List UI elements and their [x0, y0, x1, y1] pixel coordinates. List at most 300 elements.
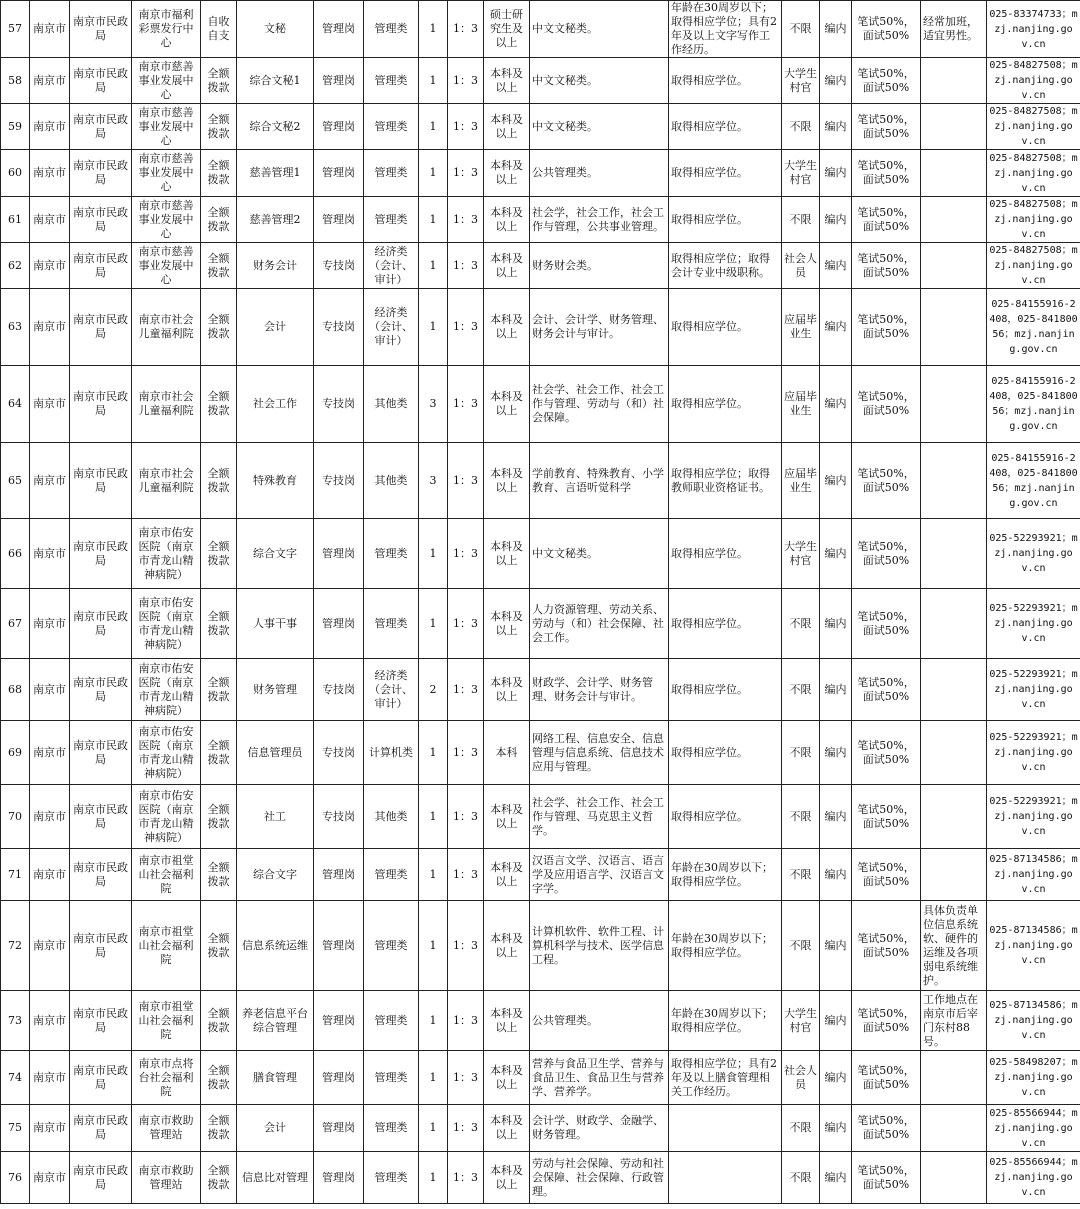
- post-name-cell: 慈善管理1: [237, 150, 314, 197]
- department-cell: 南京市民政局: [70, 1152, 132, 1204]
- other-requirements-cell: 取得相应学位。: [669, 150, 782, 197]
- target-group-cell: 社会人员: [782, 243, 820, 289]
- post-type-cell: 管理类: [364, 589, 419, 659]
- post-name-cell: 财务会计: [237, 243, 314, 289]
- major-cell: 劳动与社会保障、劳动和社会保障、社会保障、行政管理。: [530, 1152, 669, 1204]
- post-name-cell: 信息管理员: [237, 721, 314, 785]
- headcount-cell: 2: [419, 659, 448, 721]
- education-cell: 本科及以上: [484, 785, 530, 849]
- exam-ratio-cell: 1：3: [448, 443, 484, 519]
- funding-type-cell: 全额拨款: [201, 1152, 237, 1204]
- headcount-cell: 1: [419, 589, 448, 659]
- table-row: [1, 1152, 1080, 1204]
- major-cell: 计算机软件、软件工程、计算机科学与技术、医学信息工程。: [530, 901, 669, 991]
- exam-ratio-cell: 1：3: [448, 901, 484, 991]
- exam-weight-cell: 笔试50%，面试50%: [852, 1051, 921, 1105]
- exam-weight-cell: 笔试50%，面试50%: [852, 197, 921, 243]
- exam-ratio-cell: 1：3: [448, 991, 484, 1051]
- staffing-cell: 编内: [820, 901, 852, 991]
- exam-weight-cell: 笔试50%，面试50%: [852, 1105, 921, 1152]
- row-number: 75: [1, 1105, 30, 1152]
- funding-type-cell: 全额拨款: [201, 366, 237, 443]
- education-cell: 本科及以上: [484, 243, 530, 289]
- unit-cell: 南京市点将台社会福利院: [132, 1051, 201, 1105]
- unit-cell: 南京市慈善事业发展中心: [132, 58, 201, 104]
- post-type-cell: 管理类: [364, 197, 419, 243]
- major-cell: 中文文秘类。: [530, 519, 669, 589]
- exam-ratio-cell: 1：3: [448, 1051, 484, 1105]
- remarks-cell: 经常加班，适宜男性。: [921, 1, 987, 58]
- headcount-cell: 1: [419, 901, 448, 991]
- contact-cell: 025-84155916-2408，025-84180056；mzj.nanjing.gov.cn: [987, 443, 1080, 519]
- row-number: 62: [1, 243, 30, 289]
- department-cell: 南京市民政局: [70, 366, 132, 443]
- remarks-cell: [921, 1105, 987, 1152]
- city-cell: 南京市: [30, 589, 70, 659]
- staffing-cell: 编内: [820, 659, 852, 721]
- exam-weight-cell: 笔试50%，面试50%: [852, 58, 921, 104]
- post-category-cell: 管理岗: [314, 1152, 364, 1204]
- post-name-cell: 人事干事: [237, 589, 314, 659]
- remarks-cell: [921, 58, 987, 104]
- table-row: [1, 197, 1080, 243]
- major-cell: 公共管理类。: [530, 991, 669, 1051]
- funding-type-cell: 全额拨款: [201, 901, 237, 991]
- target-group-cell: 大学生村官: [782, 58, 820, 104]
- contact-cell: 025-83374733；mzj.nanjing.gov.cn: [987, 1, 1080, 58]
- post-name-cell: 综合文字: [237, 849, 314, 901]
- remarks-cell: [921, 1152, 987, 1204]
- row-number: 66: [1, 519, 30, 589]
- city-cell: 南京市: [30, 901, 70, 991]
- unit-cell: 南京市社会儿童福利院: [132, 443, 201, 519]
- remarks-cell: [921, 849, 987, 901]
- department-cell: 南京市民政局: [70, 519, 132, 589]
- major-cell: 会计、会计学、财务管理、财务会计与审计。: [530, 289, 669, 366]
- department-cell: 南京市民政局: [70, 243, 132, 289]
- row-number: 63: [1, 289, 30, 366]
- major-cell: 社会学，社会工作，社会工作与管理，公共事业管理。: [530, 197, 669, 243]
- remarks-cell: [921, 366, 987, 443]
- unit-cell: 南京市福利彩票发行中心: [132, 1, 201, 58]
- target-group-cell: 社会人员: [782, 1051, 820, 1105]
- row-number: 73: [1, 991, 30, 1051]
- post-category-cell: 专技岗: [314, 443, 364, 519]
- education-cell: 本科及以上: [484, 1152, 530, 1204]
- other-requirements-cell: [669, 1105, 782, 1152]
- department-cell: 南京市民政局: [70, 785, 132, 849]
- remarks-cell: [921, 104, 987, 150]
- row-number: 72: [1, 901, 30, 991]
- target-group-cell: 不限: [782, 785, 820, 849]
- headcount-cell: 1: [419, 150, 448, 197]
- post-category-cell: 管理岗: [314, 849, 364, 901]
- funding-type-cell: 全额拨款: [201, 243, 237, 289]
- table-row: [1, 659, 1080, 721]
- post-type-cell: 管理类: [364, 849, 419, 901]
- post-category-cell: 专技岗: [314, 721, 364, 785]
- post-category-cell: 专技岗: [314, 785, 364, 849]
- headcount-cell: 1: [419, 519, 448, 589]
- department-cell: 南京市民政局: [70, 197, 132, 243]
- unit-cell: 南京市救助管理站: [132, 1152, 201, 1204]
- row-number: 76: [1, 1152, 30, 1204]
- post-category-cell: 专技岗: [314, 366, 364, 443]
- funding-type-cell: 全额拨款: [201, 589, 237, 659]
- education-cell: 本科及以上: [484, 104, 530, 150]
- department-cell: 南京市民政局: [70, 1105, 132, 1152]
- other-requirements-cell: 取得相应学位；取得会计专业中级职称。: [669, 243, 782, 289]
- staffing-cell: 编内: [820, 58, 852, 104]
- post-category-cell: 专技岗: [314, 659, 364, 721]
- table-row: [1, 1105, 1080, 1152]
- education-cell: 本科及以上: [484, 58, 530, 104]
- funding-type-cell: 全额拨款: [201, 1105, 237, 1152]
- contact-cell: 025-52293921；mzj.nanjing.gov.cn: [987, 721, 1080, 785]
- post-type-cell: 管理类: [364, 58, 419, 104]
- headcount-cell: 1: [419, 785, 448, 849]
- education-cell: 本科及以上: [484, 659, 530, 721]
- staffing-cell: 编内: [820, 243, 852, 289]
- remarks-cell: [921, 197, 987, 243]
- post-name-cell: 会计: [237, 1105, 314, 1152]
- post-name-cell: 财务管理: [237, 659, 314, 721]
- post-type-cell: 其他类: [364, 443, 419, 519]
- education-cell: 本科: [484, 721, 530, 785]
- major-cell: 人力资源管理、劳动关系、劳动与（和）社会保障、社会工作。: [530, 589, 669, 659]
- remarks-cell: 具体负责单位信息系统软、硬件的运维及各项弱电系统维护。: [921, 901, 987, 991]
- headcount-cell: 1: [419, 1051, 448, 1105]
- exam-weight-cell: 笔试50%，面试50%: [852, 289, 921, 366]
- headcount-cell: 1: [419, 721, 448, 785]
- city-cell: 南京市: [30, 1152, 70, 1204]
- education-cell: 本科及以上: [484, 991, 530, 1051]
- major-cell: 网络工程、信息安全、信息管理与信息系统、信息技术应用与管理。: [530, 721, 669, 785]
- staffing-cell: 编内: [820, 785, 852, 849]
- post-type-cell: 管理类: [364, 991, 419, 1051]
- post-category-cell: 管理岗: [314, 104, 364, 150]
- row-number: 69: [1, 721, 30, 785]
- education-cell: 本科及以上: [484, 197, 530, 243]
- department-cell: 南京市民政局: [70, 849, 132, 901]
- education-cell: 本科及以上: [484, 849, 530, 901]
- target-group-cell: 不限: [782, 1152, 820, 1204]
- contact-cell: 025-84155916-2408，025-84180056；mzj.nanjing.gov.cn: [987, 289, 1080, 366]
- major-cell: 财务财会类。: [530, 243, 669, 289]
- staffing-cell: 编内: [820, 849, 852, 901]
- unit-cell: 南京市救助管理站: [132, 1105, 201, 1152]
- headcount-cell: 1: [419, 289, 448, 366]
- target-group-cell: 不限: [782, 659, 820, 721]
- post-type-cell: 其他类: [364, 785, 419, 849]
- exam-weight-cell: 笔试50%，面试50%: [852, 991, 921, 1051]
- post-name-cell: 养老信息平台综合管理: [237, 991, 314, 1051]
- post-category-cell: 管理岗: [314, 589, 364, 659]
- city-cell: 南京市: [30, 197, 70, 243]
- headcount-cell: 1: [419, 104, 448, 150]
- staffing-cell: 编内: [820, 1152, 852, 1204]
- staffing-cell: 编内: [820, 1051, 852, 1105]
- exam-ratio-cell: 1：3: [448, 243, 484, 289]
- major-cell: 社会学、社会工作、社会工作与管理、劳动与（和）社会保障。: [530, 366, 669, 443]
- table-row: [1, 589, 1080, 659]
- contact-cell: 025-87134586；mzj.nanjing.gov.cn: [987, 849, 1080, 901]
- exam-ratio-cell: 1：3: [448, 589, 484, 659]
- major-cell: 社会学、社会工作、社会工作与管理、马克思主义哲学。: [530, 785, 669, 849]
- post-type-cell: 其他类: [364, 366, 419, 443]
- remarks-cell: 工作地点在南京市后宰门东村88号。: [921, 991, 987, 1051]
- contact-cell: 025-84827508；mzj.nanjing.gov.cn: [987, 243, 1080, 289]
- department-cell: 南京市民政局: [70, 991, 132, 1051]
- unit-cell: 南京市慈善事业发展中心: [132, 104, 201, 150]
- table-row: [1, 785, 1080, 849]
- exam-ratio-cell: 1：3: [448, 104, 484, 150]
- exam-ratio-cell: 1：3: [448, 289, 484, 366]
- education-cell: 本科及以上: [484, 366, 530, 443]
- staffing-cell: 编内: [820, 443, 852, 519]
- contact-cell: 025-87134586；mzj.nanjing.gov.cn: [987, 991, 1080, 1051]
- contact-cell: 025-85566944；mzj.nanjing.gov.cn: [987, 1152, 1080, 1204]
- city-cell: 南京市: [30, 785, 70, 849]
- unit-cell: 南京市慈善事业发展中心: [132, 197, 201, 243]
- exam-ratio-cell: 1：3: [448, 1, 484, 58]
- post-name-cell: 特殊教育: [237, 443, 314, 519]
- contact-cell: 025-84827508；mzj.nanjing.gov.cn: [987, 104, 1080, 150]
- department-cell: 南京市民政局: [70, 58, 132, 104]
- row-number: 58: [1, 58, 30, 104]
- funding-type-cell: 全额拨款: [201, 991, 237, 1051]
- target-group-cell: 不限: [782, 901, 820, 991]
- table-row: [1, 519, 1080, 589]
- contact-cell: 025-87134586；mzj.nanjing.gov.cn: [987, 901, 1080, 991]
- exam-weight-cell: 笔试50%，面试50%: [852, 150, 921, 197]
- target-group-cell: 不限: [782, 197, 820, 243]
- row-number: 71: [1, 849, 30, 901]
- other-requirements-cell: 年龄在30周岁以下；取得相应学位。: [669, 849, 782, 901]
- post-name-cell: 社会工作: [237, 366, 314, 443]
- headcount-cell: 1: [419, 1105, 448, 1152]
- table-row: [1, 991, 1080, 1051]
- post-category-cell: 管理岗: [314, 519, 364, 589]
- row-number: 65: [1, 443, 30, 519]
- other-requirements-cell: 取得相应学位。: [669, 104, 782, 150]
- target-group-cell: 不限: [782, 1, 820, 58]
- funding-type-cell: 全额拨款: [201, 104, 237, 150]
- remarks-cell: [921, 721, 987, 785]
- major-cell: 中文文秘类。: [530, 1, 669, 58]
- post-name-cell: 社工: [237, 785, 314, 849]
- contact-cell: 025-52293921；mzj.nanjing.gov.cn: [987, 659, 1080, 721]
- staffing-cell: 编内: [820, 104, 852, 150]
- post-category-cell: 管理岗: [314, 58, 364, 104]
- major-cell: 公共管理类。: [530, 150, 669, 197]
- other-requirements-cell: 年龄在30周岁以下；取得相应学位。: [669, 901, 782, 991]
- row-number: 59: [1, 104, 30, 150]
- table-row: [1, 366, 1080, 443]
- target-group-cell: 大学生村官: [782, 991, 820, 1051]
- remarks-cell: [921, 1051, 987, 1105]
- major-cell: 会计学、财政学、金融学、财务管理。: [530, 1105, 669, 1152]
- exam-weight-cell: 笔试50%，面试50%: [852, 785, 921, 849]
- exam-weight-cell: 笔试50%，面试50%: [852, 519, 921, 589]
- post-type-cell: 管理类: [364, 104, 419, 150]
- city-cell: 南京市: [30, 1051, 70, 1105]
- post-category-cell: 管理岗: [314, 901, 364, 991]
- education-cell: 本科及以上: [484, 1051, 530, 1105]
- exam-weight-cell: 笔试50%，面试50%: [852, 589, 921, 659]
- post-category-cell: 管理岗: [314, 1, 364, 58]
- exam-ratio-cell: 1：3: [448, 58, 484, 104]
- row-number: 64: [1, 366, 30, 443]
- contact-cell: 025-85566944；mzj.nanjing.gov.cn: [987, 1105, 1080, 1152]
- remarks-cell: [921, 519, 987, 589]
- row-number: 61: [1, 197, 30, 243]
- remarks-cell: [921, 150, 987, 197]
- funding-type-cell: 全额拨款: [201, 150, 237, 197]
- other-requirements-cell: 取得相应学位。: [669, 785, 782, 849]
- department-cell: 南京市民政局: [70, 289, 132, 366]
- post-name-cell: 信息系统运维: [237, 901, 314, 991]
- education-cell: 本科及以上: [484, 1105, 530, 1152]
- funding-type-cell: 全额拨款: [201, 785, 237, 849]
- funding-type-cell: 全额拨款: [201, 519, 237, 589]
- city-cell: 南京市: [30, 991, 70, 1051]
- post-type-cell: 经济类（会计、审计）: [364, 243, 419, 289]
- post-type-cell: 管理类: [364, 519, 419, 589]
- other-requirements-cell: 年龄在30周岁以下；取得相应学位；具有2年及以上文字写作工作经历。: [669, 1, 782, 58]
- other-requirements-cell: 取得相应学位；取得教师职业资格证书。: [669, 443, 782, 519]
- contact-cell: 025-52293921；mzj.nanjing.gov.cn: [987, 519, 1080, 589]
- remarks-cell: [921, 289, 987, 366]
- funding-type-cell: 自收自支: [201, 1, 237, 58]
- other-requirements-cell: 取得相应学位。: [669, 659, 782, 721]
- headcount-cell: 1: [419, 1, 448, 58]
- staffing-cell: 编内: [820, 721, 852, 785]
- exam-ratio-cell: 1：3: [448, 1105, 484, 1152]
- target-group-cell: 不限: [782, 589, 820, 659]
- exam-weight-cell: 笔试50%，面试50%: [852, 443, 921, 519]
- city-cell: 南京市: [30, 659, 70, 721]
- department-cell: 南京市民政局: [70, 1051, 132, 1105]
- table-row: [1, 901, 1080, 991]
- post-type-cell: 经济类（会计、审计）: [364, 659, 419, 721]
- contact-cell: 025-84827508；mzj.nanjing.gov.cn: [987, 150, 1080, 197]
- education-cell: 本科及以上: [484, 443, 530, 519]
- target-group-cell: 不限: [782, 1105, 820, 1152]
- table-row: [1, 104, 1080, 150]
- exam-weight-cell: 笔试50%，面试50%: [852, 366, 921, 443]
- post-name-cell: 膳食管理: [237, 1051, 314, 1105]
- row-number: 60: [1, 150, 30, 197]
- funding-type-cell: 全额拨款: [201, 849, 237, 901]
- exam-ratio-cell: 1：3: [448, 1152, 484, 1204]
- staffing-cell: 编内: [820, 197, 852, 243]
- post-name-cell: 信息比对管理: [237, 1152, 314, 1204]
- post-category-cell: 管理岗: [314, 197, 364, 243]
- staffing-cell: 编内: [820, 589, 852, 659]
- unit-cell: 南京市佑安医院（南京市青龙山精神病院）: [132, 659, 201, 721]
- contact-cell: 025-52293921；mzj.nanjing.gov.cn: [987, 785, 1080, 849]
- education-cell: 本科及以上: [484, 901, 530, 991]
- exam-ratio-cell: 1：3: [448, 197, 484, 243]
- table-row: [1, 58, 1080, 104]
- unit-cell: 南京市祖堂山社会福利院: [132, 901, 201, 991]
- exam-weight-cell: 笔试50%，面试50%: [852, 721, 921, 785]
- contact-cell: 025-58498207；mzj.nanjing.gov.cn: [987, 1051, 1080, 1105]
- staffing-cell: 编内: [820, 150, 852, 197]
- unit-cell: 南京市社会儿童福利院: [132, 289, 201, 366]
- exam-weight-cell: 笔试50%，面试50%: [852, 659, 921, 721]
- funding-type-cell: 全额拨款: [201, 289, 237, 366]
- post-category-cell: 管理岗: [314, 991, 364, 1051]
- table-row: [1, 443, 1080, 519]
- exam-weight-cell: 笔试50%，面试50%: [852, 243, 921, 289]
- exam-weight-cell: 笔试50%，面试50%: [852, 1152, 921, 1204]
- headcount-cell: 1: [419, 197, 448, 243]
- post-type-cell: 管理类: [364, 150, 419, 197]
- staffing-cell: 编内: [820, 366, 852, 443]
- department-cell: 南京市民政局: [70, 659, 132, 721]
- staffing-cell: 编内: [820, 991, 852, 1051]
- exam-weight-cell: 笔试50%，面试50%: [852, 849, 921, 901]
- city-cell: 南京市: [30, 289, 70, 366]
- headcount-cell: 3: [419, 366, 448, 443]
- remarks-cell: [921, 443, 987, 519]
- funding-type-cell: 全额拨款: [201, 659, 237, 721]
- other-requirements-cell: 取得相应学位。: [669, 721, 782, 785]
- exam-ratio-cell: 1：3: [448, 366, 484, 443]
- table-body: [1, 1, 1080, 1204]
- department-cell: 南京市民政局: [70, 104, 132, 150]
- post-name-cell: 文秘: [237, 1, 314, 58]
- post-name-cell: 综合文字: [237, 519, 314, 589]
- post-category-cell: 管理岗: [314, 1051, 364, 1105]
- funding-type-cell: 全额拨款: [201, 1051, 237, 1105]
- other-requirements-cell: [669, 1152, 782, 1204]
- department-cell: 南京市民政局: [70, 443, 132, 519]
- contact-cell: 025-84827508；mzj.nanjing.gov.cn: [987, 58, 1080, 104]
- table-row: [1, 289, 1080, 366]
- post-name-cell: 慈善管理2: [237, 197, 314, 243]
- post-type-cell: 管理类: [364, 1152, 419, 1204]
- table-row: [1, 150, 1080, 197]
- row-number: 67: [1, 589, 30, 659]
- city-cell: 南京市: [30, 104, 70, 150]
- exam-ratio-cell: 1：3: [448, 519, 484, 589]
- other-requirements-cell: 取得相应学位。: [669, 289, 782, 366]
- target-group-cell: 应届毕业生: [782, 366, 820, 443]
- staffing-cell: 编内: [820, 1105, 852, 1152]
- education-cell: 本科及以上: [484, 519, 530, 589]
- table-row: [1, 849, 1080, 901]
- staffing-cell: 编内: [820, 519, 852, 589]
- post-type-cell: 经济类（会计、审计）: [364, 289, 419, 366]
- unit-cell: 南京市佑安医院（南京市青龙山精神病院）: [132, 519, 201, 589]
- major-cell: 中文文秘类。: [530, 58, 669, 104]
- department-cell: 南京市民政局: [70, 589, 132, 659]
- city-cell: 南京市: [30, 243, 70, 289]
- contact-cell: 025-84155916-2408，025-84180056；mzj.nanjing.gov.cn: [987, 366, 1080, 443]
- target-group-cell: 不限: [782, 104, 820, 150]
- headcount-cell: 1: [419, 991, 448, 1051]
- contact-cell: 025-84827508；mzj.nanjing.gov.cn: [987, 197, 1080, 243]
- exam-weight-cell: 笔试50%，面试50%: [852, 1, 921, 58]
- post-type-cell: 计算机类: [364, 721, 419, 785]
- other-requirements-cell: 取得相应学位。: [669, 519, 782, 589]
- other-requirements-cell: 取得相应学位。: [669, 589, 782, 659]
- remarks-cell: [921, 659, 987, 721]
- exam-ratio-cell: 1：3: [448, 721, 484, 785]
